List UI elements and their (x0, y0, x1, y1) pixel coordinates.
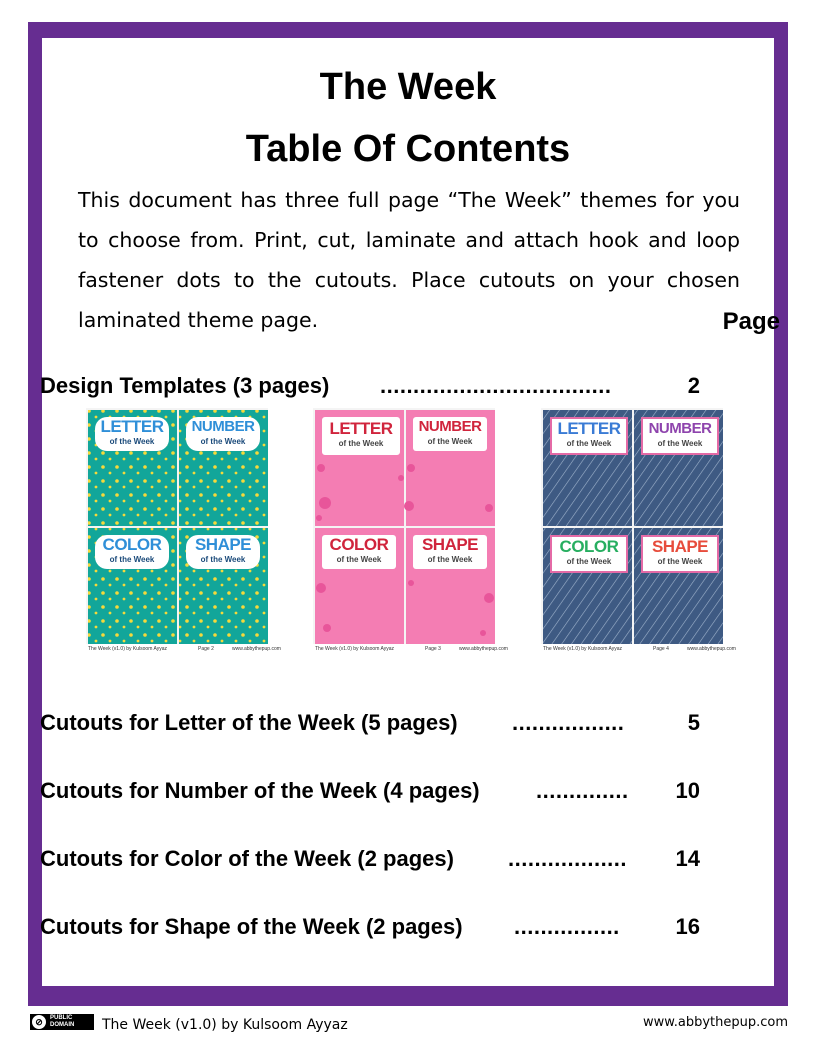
quad-letter: LETTER of the Week (315, 410, 403, 524)
toc-page-number: 10 (675, 778, 700, 803)
public-domain-badge[interactable]: ⊘ PUBLIC DOMAIN (30, 1014, 94, 1030)
toc-label: Cutouts for Shape of the Week (2 pages) (40, 914, 463, 939)
quad-shape: SHAPE of the Week (634, 528, 722, 642)
theme-thumbnail-navy[interactable]: LETTER of the Week NUMBER of the Week COLOR of the Week SHAPE of the Week The Week (v1.0) by Kulsoom Ayyaz Page 4 www.abbythepup.com (541, 408, 723, 644)
toc-leader: ................................... (380, 373, 612, 398)
quad-number: NUMBER of the Week (406, 410, 494, 524)
quad-color: COLOR of the Week (543, 528, 631, 642)
footer-website-link[interactable]: www.abbythepup.com (643, 1015, 788, 1030)
toc-label: Cutouts for Color of the Week (2 pages) (40, 846, 454, 871)
toc-page-number: 2 (687, 373, 700, 398)
title-line-1: The Week (319, 66, 497, 108)
toc-page-number: 14 (675, 846, 700, 871)
toc-leader: ................ (514, 914, 620, 939)
page-column-header: Page (722, 308, 780, 335)
toc-row-shape-cutouts[interactable] (40, 911, 700, 943)
toc-leader: ................. (512, 710, 625, 735)
toc-page-number: 5 (687, 710, 700, 735)
quad-color: COLOR of the Week (315, 528, 403, 642)
intro-paragraph: This document has three full page “The Week” themes for you to choose from. Print, cut, laminate and attach hook and loop fastener dots to the cutouts. Place cutouts on your chosen laminated theme page. (78, 188, 740, 332)
toc-row-letter-cutouts[interactable] (40, 707, 700, 739)
footer-credit-text: The Week (v1.0) by Kulsoom Ayyaz (102, 1017, 348, 1033)
toc-row-design-templates[interactable] (40, 370, 700, 402)
public-domain-icon: ⊘ (32, 1015, 46, 1029)
quad-color: COLOR of the Week (88, 528, 176, 642)
quad-number: NUMBER of the Week (634, 410, 722, 524)
quad-letter: LETTER of the Week (543, 410, 631, 524)
toc-leader: .................. (508, 846, 628, 871)
quad-shape: SHAPE of the Week (179, 528, 267, 642)
toc-label: Cutouts for Letter of the Week (5 pages) (40, 710, 458, 735)
quad-letter: LETTER of the Week (88, 410, 176, 524)
quad-shape: SHAPE of the Week (406, 528, 494, 642)
toc-row-number-cutouts[interactable] (40, 775, 700, 807)
toc-label: Cutouts for Number of the Week (4 pages) (40, 778, 480, 803)
theme-thumbnail-teal[interactable]: LETTER of the Week NUMBER of the Week COLOR of the Week SHAPE of the Week The Week (v1.0) by Kulsoom Ayyaz Page 2 www.abbythepup.com (86, 408, 268, 644)
toc-leader: .............. (536, 778, 629, 803)
title-line-2: Table Of Contents (245, 128, 571, 170)
toc-row-color-cutouts[interactable] (40, 843, 700, 875)
toc-page-number: 16 (675, 914, 700, 939)
quad-number: NUMBER of the Week (179, 410, 267, 524)
theme-thumbnail-pink[interactable]: LETTER of the Week NUMBER of the Week COLOR of the Week SHAPE of the Week The Week (v1.0) by Kulsoom Ayyaz Page 3 www.abbythepup.com (313, 408, 495, 644)
toc-label: Design Templates (3 pages) (40, 373, 330, 398)
